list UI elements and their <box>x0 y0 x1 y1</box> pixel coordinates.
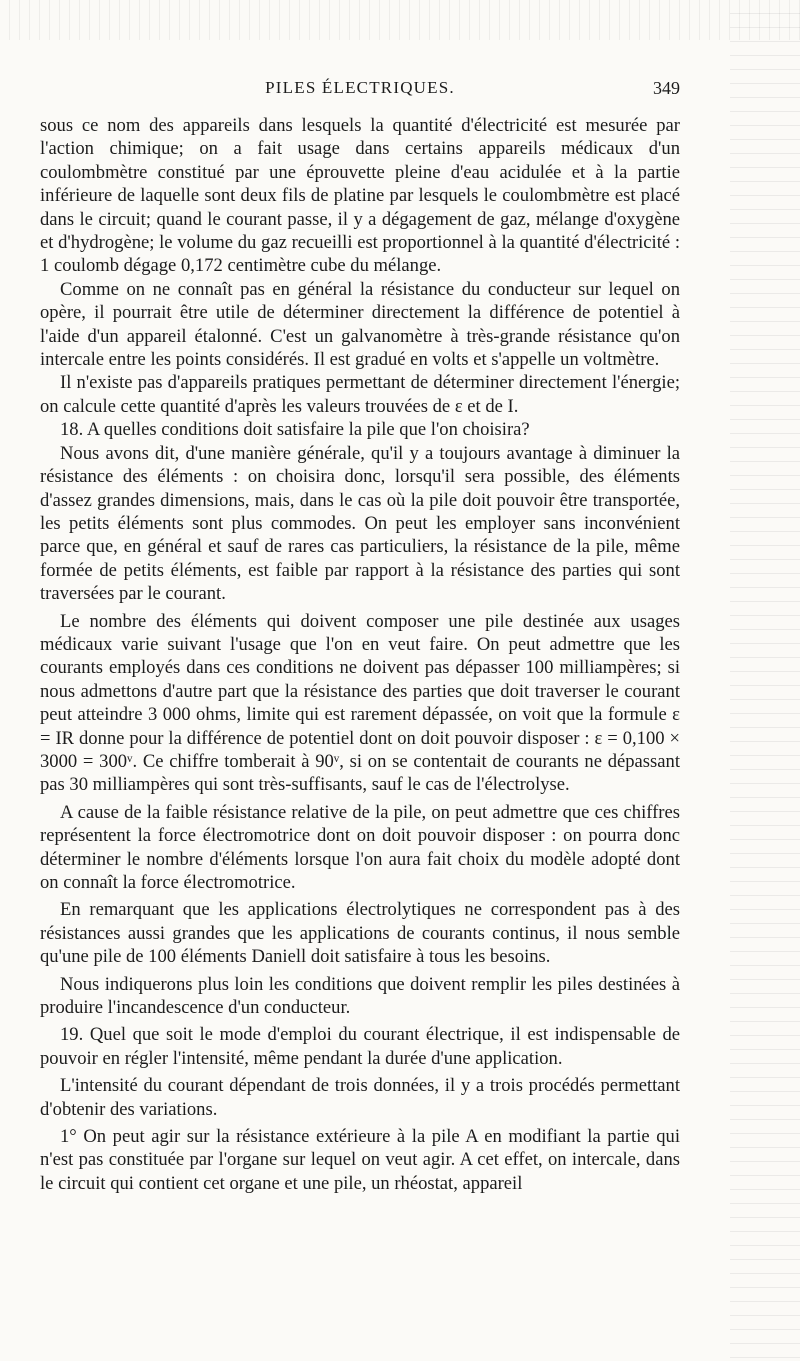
page-header <box>40 78 680 104</box>
page-number: 349 <box>653 78 680 98</box>
paragraph: Nous indiquerons plus loin les conditions que doivent remplir les piles destinées à produire l'incandescence d'un conducteur. <box>40 973 680 1019</box>
paragraph: A cause de la faible résistance relative de la pile, on peut admettre que ces chiffres représentent la force électromotrice dont on doit pouvoir disposer : on pourra donc déterminer le nombre d'éléments lorsque l'on aura fait choix du modèle adopté dont on connaît la force électromotrice. <box>40 801 680 893</box>
scan-noise-top <box>0 0 800 40</box>
paragraph: Nous avons dit, d'une manière générale, qu'il y a toujours avantage à diminuer la résistance des éléments : on choisira donc, lorsqu'il sera possible, des éléments d'assez grandes dimensions, mais, dans le cas où la pile doit pouvoir être transportée, les petits éléments sont plus commodes. On peut les employer sans inconvénient parce que, en général et sauf de rares cas particuliers, la résistance de la pile, même formée de petits éléments, est faible par rapport à la résistance des parties qui sont traversées par le courant. <box>40 442 680 605</box>
paragraph: Il n'existe pas d'appareils pratiques permettant de déterminer directement l'énergie; on calcule cette quantité d'après les valeurs trouvées de ε et de I. <box>40 372 680 417</box>
paragraph: En remarquant que les applications électrolytiques ne correspondent pas à des résistances aussi grandes que les applications de courants continus, il nous semble qu'une pile de 100 éléments Daniell doit satisfaire à tous les besoins. <box>40 899 680 968</box>
paragraph: Comme on ne connaît pas en général la résistance du conducteur sur lequel on opère, il pourrait être utile de déterminer directement la différence de potentiel à l'aide d'un appareil étalonné. C'est un galvanomètre à très-grande résistance qu'on intercale entre les points considérés. Il est gradué en volts et s'appelle un voltmètre. <box>40 278 680 371</box>
body-text <box>40 114 680 1195</box>
scan-noise-edge <box>730 0 800 1361</box>
section-heading-18: 18. A quelles conditions doit satisfaire la pile que l'on choisira? <box>60 419 530 441</box>
paragraph: L'intensité du courant dépendant de trois données, il y a trois procédés permettant d'obtenir des variations. <box>40 1075 680 1120</box>
paragraph: sous ce nom des appareils dans lesquels la quantité d'électricité est mesurée par l'action chimique; on a fait usage dans certains appareils médicaux d'un coulombmètre constitué par une éprouvette pleine d'eau acidulée et à la partie inférieure de laquelle sont deux fils de platine par lesquels le coulombmètre est placé dans le circuit; quand le courant passe, il y a dégagement de gaz, mélange d'oxygène et d'hydrogène; le volume du gaz recueilli est proportionnel à la quantité d'électricité : 1 coulomb dégage 0,172 centimètre cube du mélange. <box>40 115 680 277</box>
paragraph: Le nombre des éléments qui doivent composer une pile destinée aux usages médicaux varie suivant l'usage que l'on en veut faire. On peut admettre que les courants employés dans ces conditions ne doivent pas dépasser 100 milliampères; si nous admettons d'autre part que la résistance des parties que doit traverser le courant peut atteindre 3 000 ohms, limite qui est rarement dépassée, on voit que la formule ε = IR donne pour la différence de potentiel dont on doit pouvoir disposer : ε = 0,100 × 3000 = 300ᵛ. Ce chiffre tomberait à 90ᵛ, si on se contentait de courants ne dépassant pas 30 milliampères qui sont très-suffisants, sauf le cas de l'électrolyse. <box>40 610 680 796</box>
running-title: PILES ÉLECTRIQUES. <box>265 78 455 97</box>
paragraph: 1° On peut agir sur la résistance extérieure à la pile A en modifiant la partie qui n'est pas constituée par l'organe sur lequel on veut agir. A cet effet, on intercale, dans le circuit qui contient cet organe et une pile, un rhéostat, appareil <box>40 1126 680 1194</box>
section-heading-19: 19. Quel que soit le mode d'emploi du courant électrique, il est indispensable de pouvoir en régler l'intensité, même pendant la durée d'une application. <box>40 1024 680 1069</box>
